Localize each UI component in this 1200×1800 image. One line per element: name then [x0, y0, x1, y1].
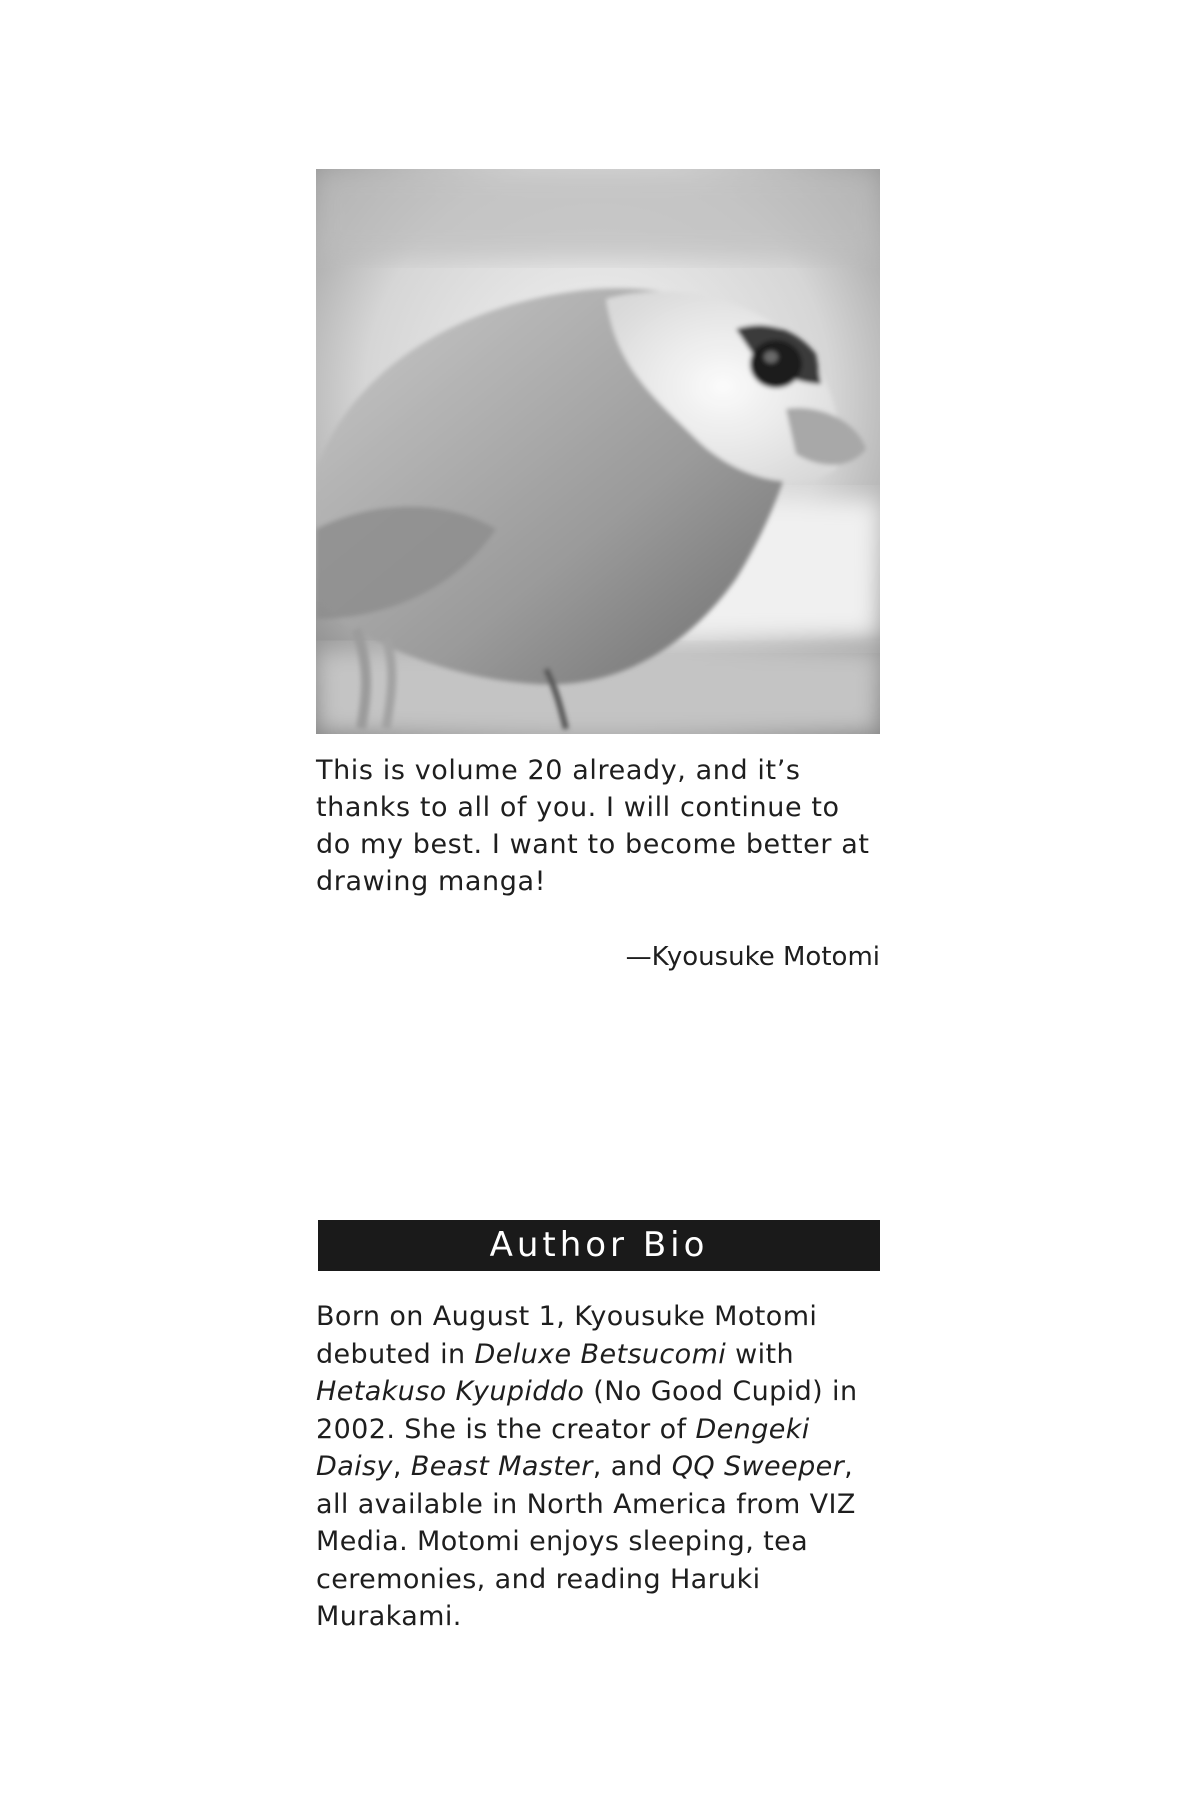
- author-signature: —Kyousuke Motomi: [625, 942, 880, 972]
- author-bio-text: [316, 1298, 882, 1636]
- author-message: This is volume 20 already, and it’s thanks to all of you. I will continue to do my best. I want to become better at drawing manga!: [316, 755, 870, 897]
- bio-text: ,: [392, 1451, 411, 1482]
- bio-title: Dengeki Daisy: [316, 1413, 810, 1482]
- bio-title: Deluxe Betsucomi: [474, 1338, 727, 1370]
- bio-text: (No Good Cupid) in 2002. She is the creator of: [316, 1376, 858, 1445]
- bird-photo: [316, 169, 880, 734]
- author-bio-heading: Author Bio: [318, 1220, 880, 1271]
- bio-text: , all available in North America from VIZ Media. Motomi enjoys sleeping, tea ceremonies, and reading Haruki Murakami.: [316, 1451, 856, 1632]
- bio-title: QQ Sweeper: [671, 1451, 845, 1482]
- bio-text: with: [726, 1338, 795, 1370]
- bio-text: Born on August 1, Kyousuke Motomi debuted in: [316, 1301, 818, 1370]
- bio-title: Beast Master: [410, 1451, 593, 1482]
- bio-title: Hetakuso Kyupiddo: [316, 1376, 585, 1407]
- sparrow-illustration: [316, 169, 880, 734]
- bio-text: , and: [592, 1451, 672, 1482]
